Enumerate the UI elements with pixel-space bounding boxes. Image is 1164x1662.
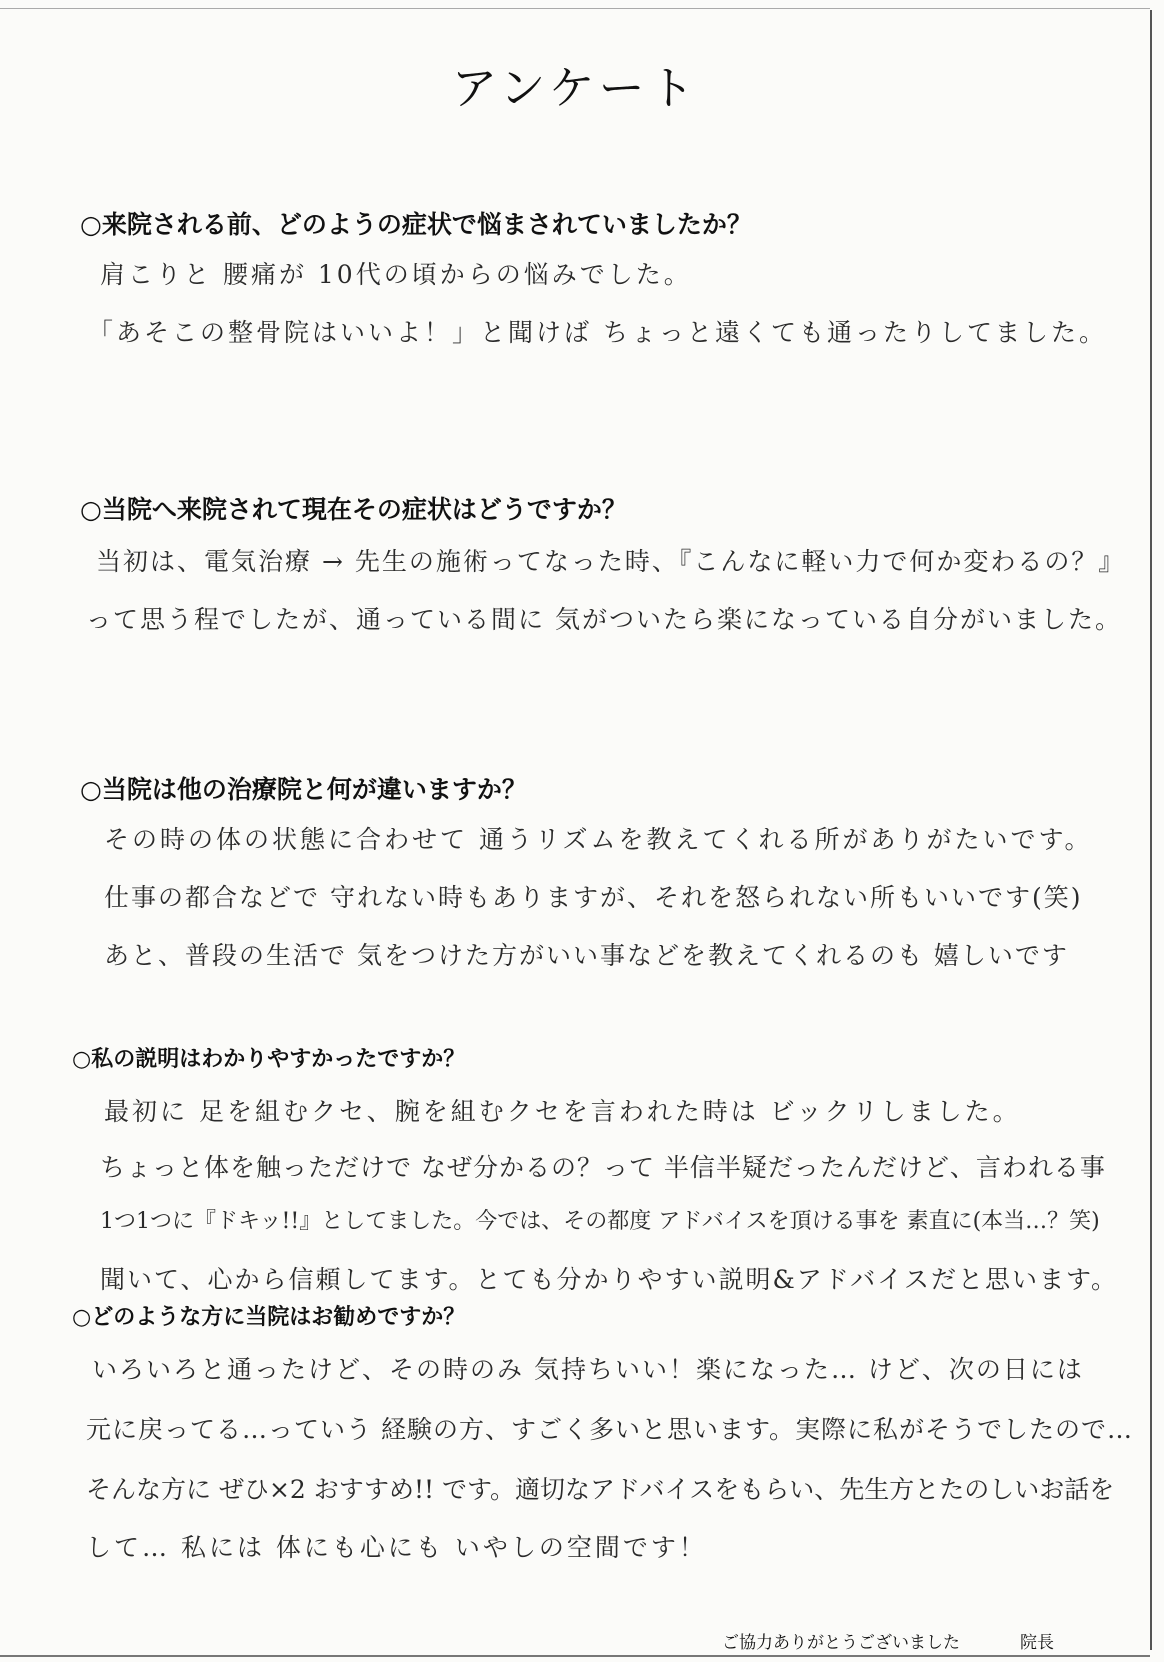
question-5: ○どのような方に当院はお勧めですか？ [72,1305,466,1330]
answer-5-line-4: して… 私には 体にも心にも いやしの空間です！ [86,1533,707,1562]
footer-thanks: ご協力ありがとうございました [722,1633,960,1653]
answer-4-line-2: ちょっと体を触っただけで なぜ分かるの？って 半信半疑だったんだけど、言われる事 [100,1153,1106,1182]
right-border [1150,10,1152,1650]
top-border [0,8,1150,9]
answer-2-line-2: って思う程でしたが、通っている間に 気がついたら楽になっている自分がいました。 [86,605,1122,634]
answer-2-line-1: 当初は、電気治療 → 先生の施術ってなった時、『こんなに軽い力で何か変わるの？』 [96,547,1126,576]
answer-4-line-4: 聞いて、心から信頼してます。とても分かりやすい説明&アドバイスだと思います。 [100,1265,1119,1294]
answer-5-line-3: そんな方に ぜひ×2 おすすめ!! です。適切なアドバイスをもらい、先生方とたのしいお話を [86,1475,1115,1504]
answer-1-line-1: 肩こりと 腰痛が 10代の頃からの悩みでした。 [100,260,692,289]
answer-1-line-2: 「あそこの整骨院はいいよ！」と聞けば ちょっと遠くても通ったりしてました。 [88,318,1107,347]
answer-3-line-2: 仕事の都合などで 守れない時もありますが、それを怒られない所もいいです(笑) [104,883,1083,912]
answer-5-line-1: いろいろと通ったけど、その時のみ 気持ちいい！楽になった… けど、次の日には [92,1355,1084,1384]
answer-5-line-2: 元に戻ってる…っていう 経験の方、すごく多いと思います。実際に私がそうでしたので… [86,1415,1133,1444]
question-1: ○来院される前、どのようの症状で悩まされていましたか？ [80,210,752,239]
bottom-border [0,1655,1150,1657]
answer-3-line-3: あと、普段の生活で 気をつけた方がいい事などを教えてくれるのも 嬉しいです [104,941,1069,970]
page-title: アンケート [451,61,699,115]
answer-4-line-1: 最初に 足を組むクセ、腕を組むクセを言われた時は ビックリしました。 [104,1097,1021,1126]
footer-director: 院長 [1020,1633,1054,1653]
answer-4-line-3: 1つ1つに『ドキッ!!』としてました。今では、その都度 アドバイスを頂ける事を 素直に(本当…？笑) [100,1209,1100,1234]
question-3: ○当院は他の治療院と何が違いますか？ [80,775,527,804]
answer-3-line-1: その時の体の状態に合わせて 通うリズムを教えてくれる所がありがたいです。 [104,825,1093,854]
question-4: ○私の説明はわかりやすかったですか？ [72,1047,466,1072]
question-2: ○当院へ来院されて現在その症状はどうですか？ [80,495,627,524]
